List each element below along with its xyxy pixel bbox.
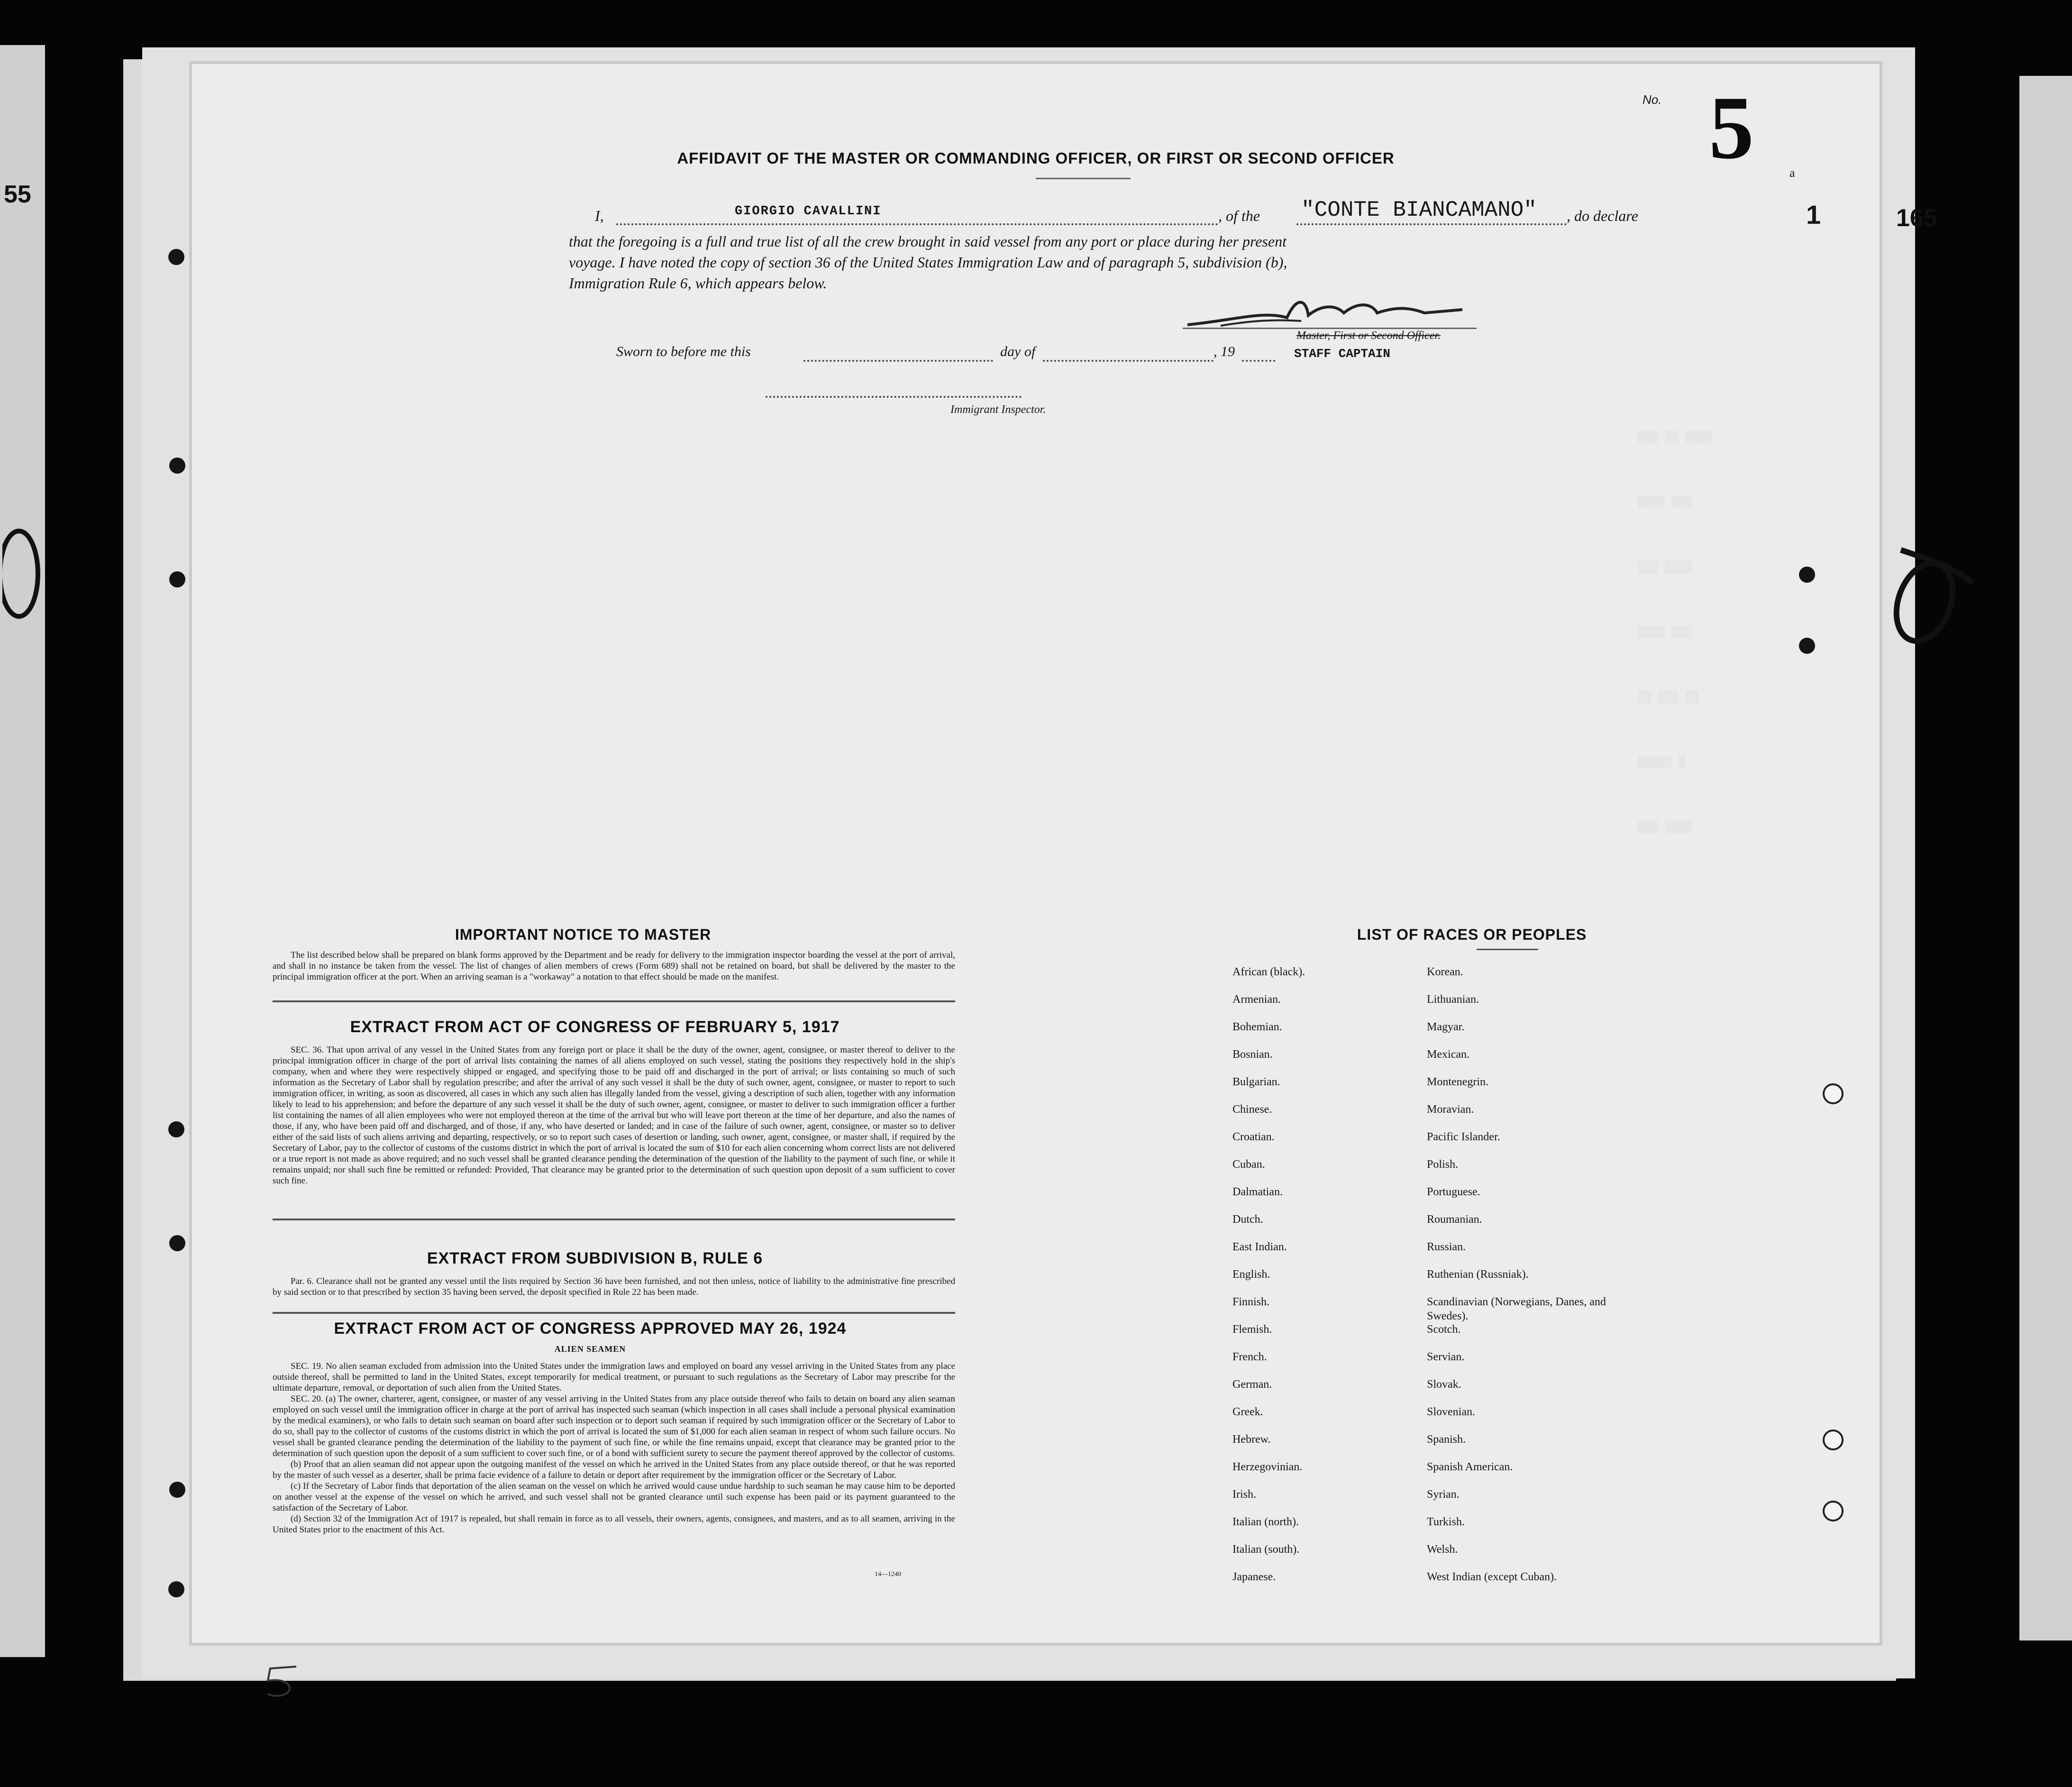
race-item: Servian. <box>1427 1351 1465 1363</box>
race-item: English. <box>1232 1268 1270 1281</box>
race-item: Greek. <box>1232 1406 1263 1418</box>
notice-text <box>273 950 955 982</box>
circled-mark-right <box>1891 541 1981 654</box>
binder-hole <box>1823 1430 1844 1450</box>
circled-mark-left <box>2 522 45 640</box>
race-item: Polish. <box>1427 1158 1459 1171</box>
manifest-page <box>192 64 1880 1643</box>
extract-1924-text <box>273 1361 955 1535</box>
binder-hole <box>169 571 185 587</box>
affidavit-title: AFFIDAVIT OF THE MASTER OR COMMANDING OFFICER, OR FIRST OR SECOND OFFICER <box>677 149 1395 167</box>
race-item: Roumanian. <box>1427 1213 1482 1226</box>
section-rule <box>273 1312 955 1314</box>
sworn-label: Sworn to before me this <box>616 344 751 359</box>
race-item: Mexican. <box>1427 1048 1470 1061</box>
sheet-number-label: No. <box>1643 92 1662 107</box>
notice-title: IMPORTANT NOTICE TO MASTER <box>455 926 712 943</box>
race-item: French. <box>1232 1351 1267 1363</box>
signature-line <box>1183 328 1477 329</box>
extract-rule6-title: EXTRACT FROM SUBDIVISION B, RULE 6 <box>427 1249 763 1267</box>
race-item: Montenegrin. <box>1427 1076 1488 1088</box>
day-of-label: day of <box>1000 344 1036 359</box>
race-item: Slovenian. <box>1427 1406 1475 1418</box>
of-the-label: , of the <box>1218 207 1260 224</box>
race-item: Herzegovinian. <box>1232 1461 1303 1473</box>
binder-hole <box>169 458 185 474</box>
rank-stamp: STAFF CAPTAIN <box>1294 347 1390 361</box>
binder-hole <box>1823 1083 1844 1104</box>
signature-caption: Master, First or Second Officer. <box>1296 330 1441 342</box>
affidavit-line-1: that the foregoing is a full and true list of all the crew brought in said vessel from any port or place during her present <box>569 233 1287 250</box>
inspector-line <box>766 386 1022 398</box>
race-item: Irish. <box>1232 1488 1256 1501</box>
race-item: Armenian. <box>1232 993 1281 1006</box>
bleed-through-text: ░░░ ░░ ░░░░ ░░░░ ░░░ ░░░ ░░░░ ░░░░ ░░░ ░░ ░░░ ░░ ░░░░░ ░ ░░░ ░░░░ <box>1638 431 1713 834</box>
inspector-label: Immigrant Inspector. <box>950 403 1046 416</box>
affidavit-line-2: voyage. I have noted the copy of section 36 of the United States Immigration Law and of paragraph 5, subdivision (b), <box>569 254 1287 271</box>
sheet-letter: a <box>1789 166 1795 180</box>
adjacent-page-right <box>2019 76 2072 1640</box>
binder-hole <box>168 1581 184 1597</box>
race-item: Croatian. <box>1232 1131 1275 1143</box>
sworn-day-line <box>803 346 993 362</box>
race-item: Spanish American. <box>1427 1461 1513 1473</box>
sheet-number: 5 <box>1709 78 1754 178</box>
race-item: Dutch. <box>1232 1213 1263 1226</box>
extract-1917-title: EXTRACT FROM ACT OF CONGRESS OF FEBRUARY 5, 1917 <box>350 1018 840 1036</box>
race-item: Bosnian. <box>1232 1048 1273 1061</box>
sworn-month-line <box>1043 346 1214 362</box>
race-item: Italian (south). <box>1232 1543 1300 1556</box>
sec-20b-paragraph: (b) Proof that an alien seaman did not appear upon the outgoing manifest of the vessel on which he arrived in the United States from any place outside thereof, or that he was reported by the master of such vessel as a deserter, shall be prima facie evidence of a failure to detain or deport after requirement by the immigration officer or the Secretary of Labor. <box>273 1459 955 1480</box>
race-item: Syrian. <box>1427 1488 1460 1501</box>
binder-hole <box>1823 1501 1844 1521</box>
officer-name-line <box>616 206 1218 225</box>
form-code: 14—1240 <box>875 1571 901 1578</box>
sec-20a-paragraph: SEC. 20. (a) The owner, charterer, agent, consignee, or master of any vessel arriving in the United States from any place outside thereof who fails to detain on board any alien seaman employed on such vessel until the immigration officer in charge at the port of arrival has inspected such seaman (which inspection in all cases shall include a personal physical examination by the medical examiners), or who fails to detain such seaman on board after such inspection or to deport such seaman if required by such immigration officer or the Secretary of Labor to do so, shall pay to the collector of customs of the customs district in which the port of arrival is located the sum of $1,000 for each alien seaman in respect of whom such failure occurs. No vessel shall be granted clearance pending the determination of the liability to the payment of such fine, or while the fine remains unpaid, except that clearance may be granted prior to the determination of such question upon the deposit of a sum sufficient to cover such fine, or of a bond with sufficient surety to secure the payment thereof approved by the collector of customs. <box>273 1394 955 1458</box>
race-item: Finnish. <box>1232 1296 1270 1308</box>
adjacent-page-left <box>0 45 45 1657</box>
race-item: Bohemian. <box>1232 1021 1282 1033</box>
race-item: Cuban. <box>1232 1158 1265 1171</box>
race-item: West Indian (except Cuban). <box>1427 1571 1557 1583</box>
left-page-number: 55 <box>4 181 31 208</box>
binder-hole <box>168 1121 184 1137</box>
binder-hole <box>1799 567 1815 583</box>
affidavit-body <box>569 231 1688 293</box>
race-item: Japanese. <box>1232 1571 1276 1583</box>
race-item: Spanish. <box>1427 1433 1466 1446</box>
extract-rule6-text <box>273 1276 955 1298</box>
race-item: Italian (north). <box>1232 1516 1299 1528</box>
race-item: Welsh. <box>1427 1543 1458 1556</box>
race-item: Slovak. <box>1427 1378 1461 1391</box>
race-item: Turkish. <box>1427 1516 1465 1528</box>
section-rule <box>273 1000 955 1002</box>
notice-paragraph: The list described below shall be prepared on blank forms approved by the Department and be ready for delivery to the immigration inspector boarding the vessel at the port of arrival, and shall in no instance be taken from the vessel. The list of changes of alien members of crews (Form 689) shall not be retained on board, but shall be delivered by the master to the principal immigration officer at the port. When an arriving seaman is a "workaway" a notation to that effect should be made on the manifest. <box>273 950 955 982</box>
race-item: Pacific Islander. <box>1427 1131 1500 1143</box>
race-item: Chinese. <box>1232 1103 1272 1116</box>
sec-20d-paragraph: (d) Section 32 of the Immigration Act of 1917 is repealed, but shall remain in force as to all vessels, their owners, agents, consignees, and masters, and as to all seamen, arriving in the United States prior to the enactment of this Act. <box>273 1514 955 1535</box>
binder-hole <box>169 1482 185 1498</box>
rule-6-paragraph: Par. 6. Clearance shall not be granted any vessel until the lists required by Section 36 have been furnished, and not then unless, notice of liability to the administrative fine prescribed by said section or to that prescribed by section 35 having been served, the deposit specified in Rule 22 has been made. <box>273 1276 955 1297</box>
races-title-rule <box>1477 949 1538 950</box>
extract-1924-title: EXTRACT FROM ACT OF CONGRESS APPROVED MAY 26, 1924 <box>334 1320 847 1338</box>
sec-36-paragraph: SEC. 36. That upon arrival of any vessel in the United States from any foreign port or place it shall be the duty of the owner, agent, consignee, or master thereof to deliver to the principal immigration officer in charge of the port of arrival lists containing the names of all aliens employed on such vessel, stating the positions they respectively hold in the ship's company, when and where they were respectively shipped or engaged, and specifying those to be paid off and discharged in the port of arrival; or lists containing so much of such information as the Secretary of Labor shall by regulation prescribe; and after the arrival of any such vessel it shall be the duty of such owner, agent, consignee, or master to report to such immigration officer, in writing, as soon as discovered, all cases in which any such alien has illegally landed from the vessel, giving a description of such alien, together with any information likely to lead to his apprehension; and before the departure of any such vessel it shall be the duty of such owner, agent, consignee, or master to deliver to such immigration officer a further list containing the names of all alien employees who were not employed thereon at the time of the arrival but who will leave port thereon at the time of her departure, and also the names of those, if any, who have been paid off and discharged, and of those, if any, who have deserted or landed; and in case of the failure of such owner, agent, consignee, or master so to deliver either of the said lists of such aliens arriving and departing, respectively, or so to report such cases of desertion or landing, such owner, agent, consignee, or master shall, if required by the Secretary of Labor, pay to the collector of customs of the customs district in which the port of arrival is located the sum of $10 for each alien concerning whom correct lists are not delivered or a true report is not made as above required; and no such vessel shall be granted clearance pending the determination of the question of the liability to the payment of such fine, or while it remains unpaid; nor shall such fine be remitted or refunded: Provided, That clearance may be granted prior to the determination of such question upon deposit of a sum sufficient to cover such fine. <box>273 1045 955 1186</box>
right-page-number: 165 <box>1896 204 1937 232</box>
race-item: Portuguese. <box>1427 1186 1480 1198</box>
races-title: LIST OF RACES OR PEOPLES <box>1357 926 1587 943</box>
race-item: Scotch. <box>1427 1323 1461 1336</box>
sec-19-paragraph: SEC. 19. No alien seaman excluded from admission into the United States under the immigration laws and employed on board any vessel arriving in the United States from any place outside thereof, shall be permitted to land in the United States, except temporarily for medical treatment, or pursuant to such regulations as the Secretary of Labor may prescribe for the ultimate departure, removal, or deportation of such alien from the United States. <box>273 1361 955 1393</box>
race-item: Dalmatian. <box>1232 1186 1283 1198</box>
race-item: East Indian. <box>1232 1241 1287 1253</box>
title-rule <box>1036 178 1131 179</box>
alien-seamen-subtitle: ALIEN SEAMEN <box>554 1344 626 1354</box>
sworn-year-line <box>1242 346 1275 362</box>
race-item: Moravian. <box>1427 1103 1474 1116</box>
page-number: 1 <box>1806 200 1821 229</box>
binder-hole <box>168 249 184 265</box>
i-label: I, <box>595 207 604 224</box>
year-label: , 19 <box>1214 344 1235 359</box>
binder-hole <box>1799 638 1815 654</box>
binder-hole <box>169 1235 185 1251</box>
do-declare-label: , do declare <box>1567 207 1638 224</box>
races-list-right <box>1427 965 1626 1597</box>
extract-1917-text <box>273 1045 955 1186</box>
race-item: Scandinavian (Norwegians, Danes, and Swedes). <box>1427 1296 1606 1322</box>
race-item: Magyar. <box>1427 1021 1465 1033</box>
race-item: Lithuanian. <box>1427 993 1479 1006</box>
vessel-name: "CONTE BIANCAMANO" <box>1301 198 1537 222</box>
officer-name: GIORGIO CAVALLINI <box>735 204 882 219</box>
race-item: Korean. <box>1427 966 1463 978</box>
race-item: German. <box>1232 1378 1272 1391</box>
race-item: Russian. <box>1427 1241 1466 1253</box>
race-item: African (black). <box>1232 966 1305 978</box>
race-item: Flemish. <box>1232 1323 1272 1336</box>
pencil-mark <box>263 1662 306 1700</box>
section-rule <box>273 1219 955 1220</box>
affidavit-line-3: Immigration Rule 6, which appears below. <box>569 275 827 292</box>
race-item: Hebrew. <box>1232 1433 1271 1446</box>
race-item: Bulgarian. <box>1232 1076 1280 1088</box>
race-item: Ruthenian (Russniak). <box>1427 1268 1529 1281</box>
sec-20c-paragraph: (c) If the Secretary of Labor finds that deportation of the alien seaman on the vessel on which he arrived would cause undue hardship to such seaman he may cause him to be deported on another vessel at the expense of the vessel on which he arrived, and such vessel shall not be granted clearance until such expense has been paid or its payment guaranteed to the satisfaction of the Secretary of Labor. <box>273 1481 955 1513</box>
